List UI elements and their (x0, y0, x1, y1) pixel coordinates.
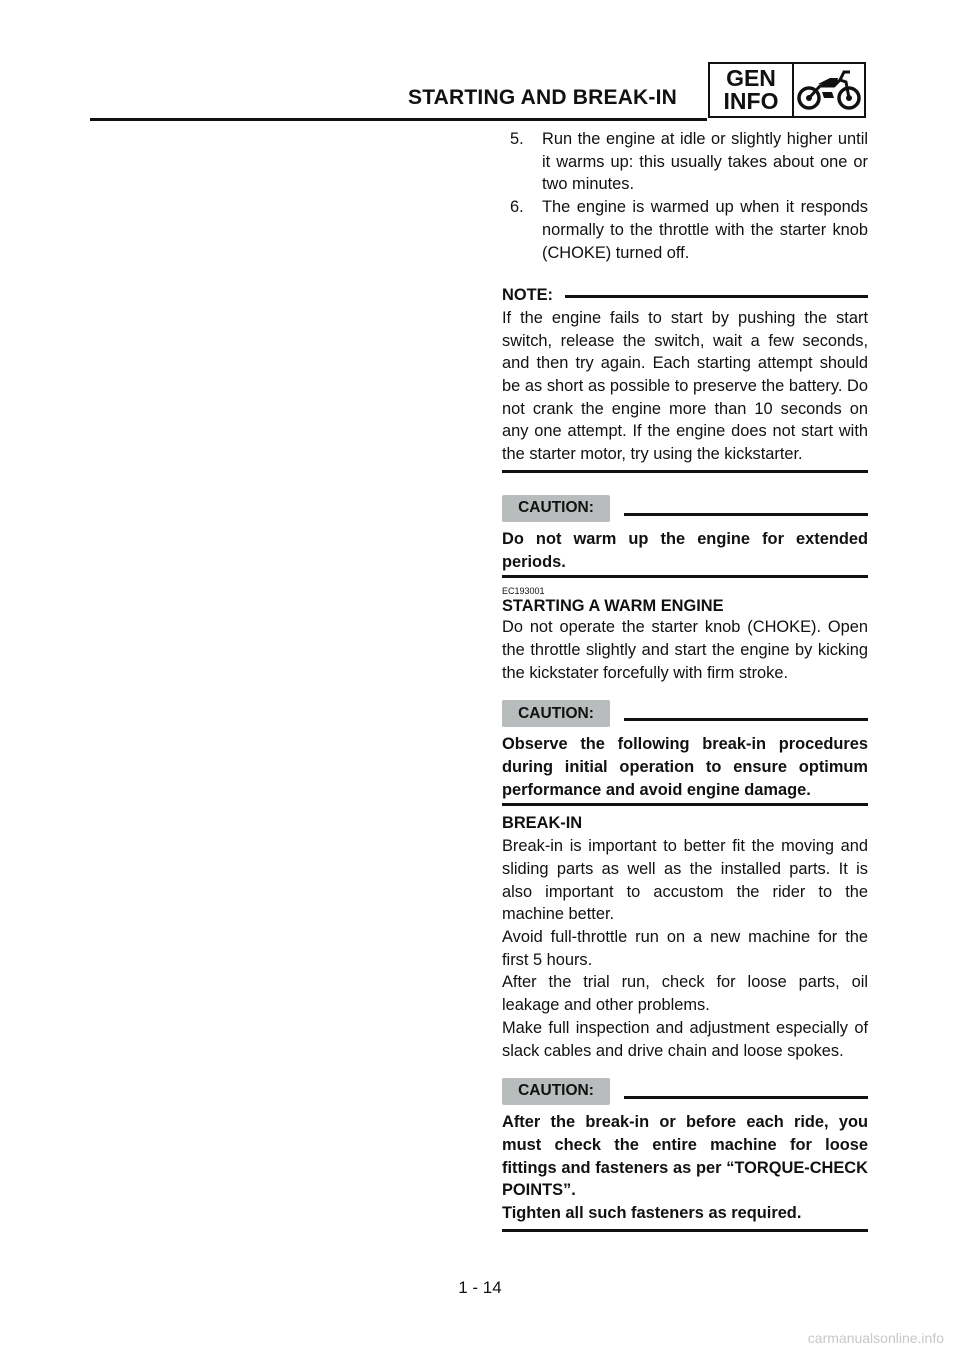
section-text: Do not operate the starter knob (CHOKE). Open the throttle slightly and start the engine by kicking the kickstater forcefully with firm stroke. (502, 618, 868, 682)
caution-label: CAUTION: (502, 1078, 610, 1105)
caution-end-rule (502, 803, 868, 806)
header-rule (90, 118, 707, 121)
caution-header (502, 495, 868, 522)
caution-label: CAUTION: (502, 700, 610, 727)
paragraph: Avoid full-throttle run on a new machine for the first 5 hours. (502, 927, 868, 969)
caution-end-rule (502, 575, 868, 578)
caution-text: Do not warm up the engine for extended periods. (502, 529, 868, 571)
list-item (502, 128, 868, 196)
section-title: STARTING A WARM ENGINE (502, 597, 724, 616)
caution-rule (624, 513, 868, 516)
badge-line-2: INFO (723, 88, 779, 114)
caution-rule (624, 1096, 868, 1099)
page-title: STARTING AND BREAK-IN (408, 86, 678, 109)
badge-line-1: GEN (726, 65, 776, 91)
step-number: 6. (510, 198, 524, 217)
paragraph: Break-in is important to better fit the moving and sliding parts as well as the installed parts. It is also important to accustom the rider to the machine better. (502, 837, 868, 924)
step-number: 5. (510, 130, 524, 148)
motorcycle-icon (794, 64, 864, 116)
caution-text: After the break-in or before each ride, you must check the entire machine for loose fittings and fasteners as per “TORQUE-CHECK POINTS”. (502, 1113, 868, 1200)
main-column (502, 128, 868, 1232)
watermark: carmanualsonline.info (807, 1330, 944, 1346)
badge-label (710, 64, 794, 116)
paragraph: Make full inspection and adjustment especially of slack cables and drive chain and loose spokes. (502, 1018, 868, 1060)
step-text: The engine is warmed up when it responds normally to the throttle with the starter knob (CHOKE) turned off. (542, 198, 868, 262)
caution-label: CAUTION: (502, 495, 610, 522)
caution-text: Tighten all such fasteners as required. (502, 1204, 802, 1223)
caution-rule (624, 718, 868, 721)
caution-header (502, 1078, 868, 1105)
caution-header (502, 700, 868, 727)
note-label: NOTE: (502, 286, 553, 305)
step-list (502, 128, 868, 264)
note-rule (565, 295, 868, 298)
section-code: EC193001 (502, 586, 545, 597)
note-end-rule (502, 470, 868, 473)
caution-text: Observe the following break-in procedures during initial operation to ensure optimum performance and avoid engine damage. (502, 735, 868, 799)
list-item (502, 196, 868, 264)
step-text: Run the engine at idle or slightly higher until it warms up: this usually takes about one or two minutes. (542, 130, 868, 194)
section-title: BREAK-IN (502, 814, 583, 833)
paragraph: After the trial run, check for loose parts, oil leakage and other problems. (502, 973, 868, 1015)
caution-end-rule (502, 1229, 868, 1232)
section-badge (708, 62, 866, 118)
note-header (502, 284, 868, 307)
page-number: 1 - 14 (458, 1278, 502, 1297)
note-text: If the engine fails to start by pushing the start switch, release the switch, wait a few seconds, and then try again. Each starting attempt should be as short as possible to preserve the battery. Do not crank the engine more than 10 seconds on any one attempt. If the engine does not start with the starter motor, try using the kickstarter. (502, 308, 868, 464)
